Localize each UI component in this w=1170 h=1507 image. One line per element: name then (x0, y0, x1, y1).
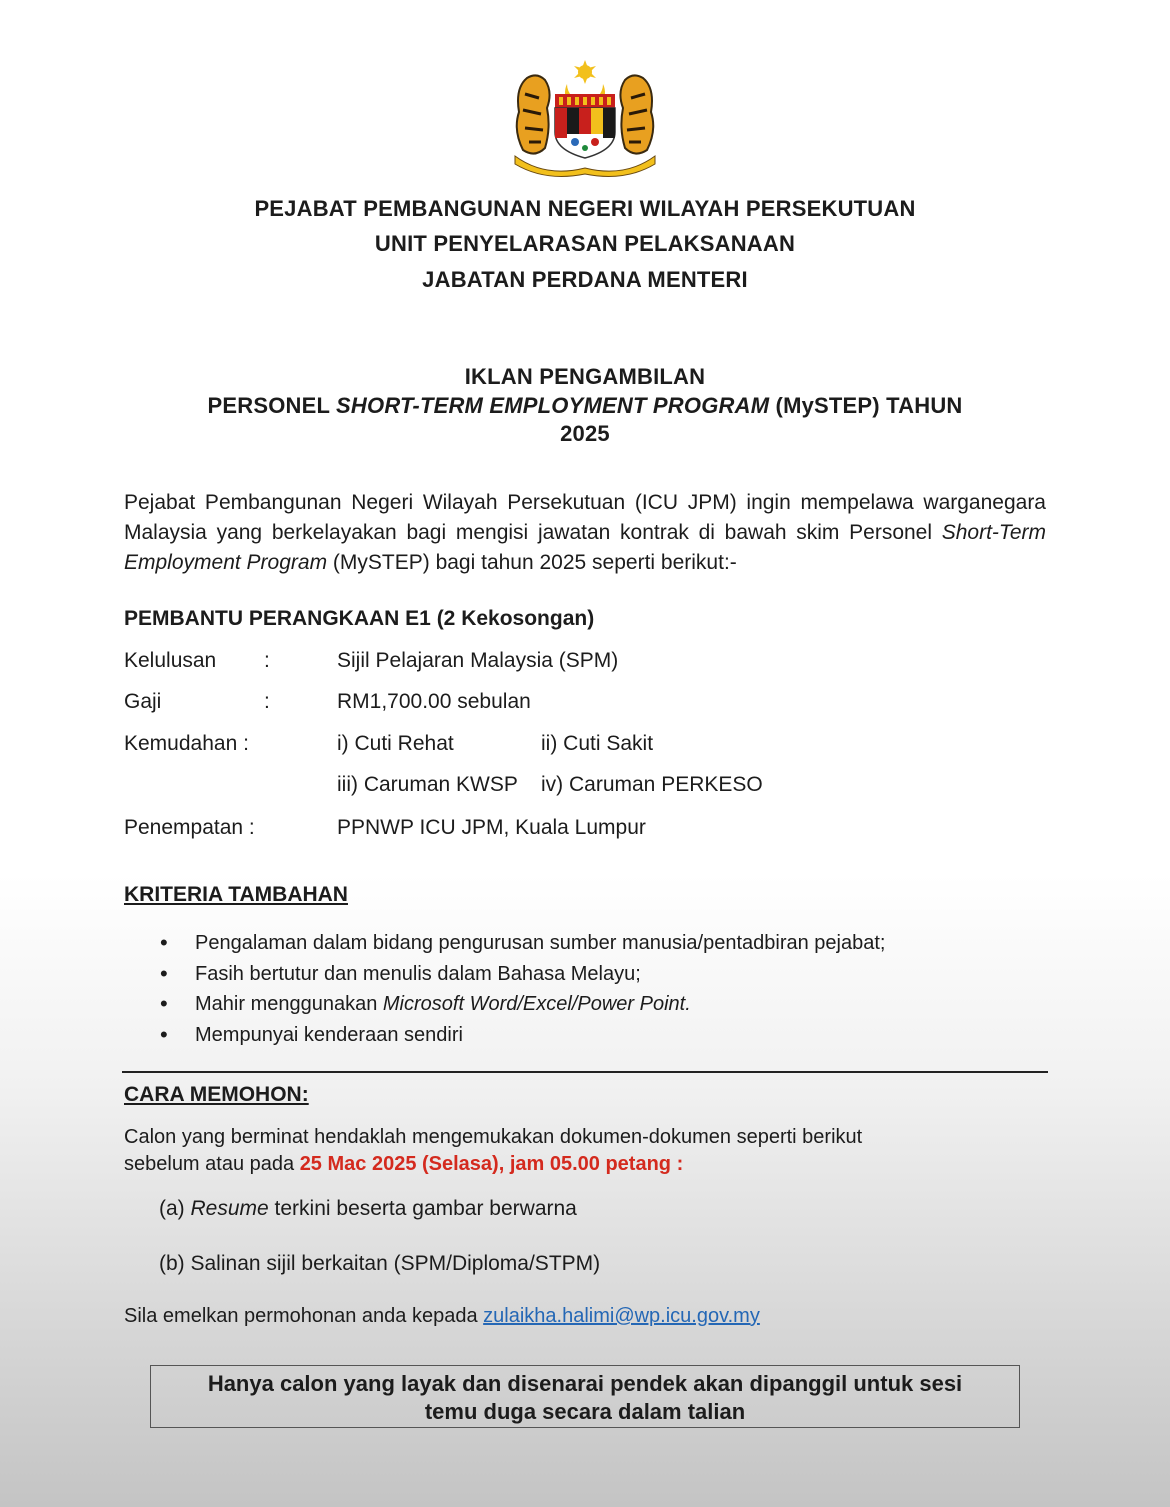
penempatan-value: PPNWP ICU JPM, Kuala Lumpur (337, 816, 646, 839)
kemudahan-item: iv) Caruman PERKESO (541, 773, 763, 796)
cara-line-1: Calon yang berminat hendaklah mengemukakan dokumen-dokumen seperti berikut (124, 1126, 863, 1148)
cara-line-2: sebelum atau pada 25 Mac 2025 (Selasa), jam 05.00 petang : (124, 1153, 684, 1175)
gaji-colon: : (264, 690, 270, 713)
header-line-2: UNIT PENYELARASAN PELAKSANAAN (374, 231, 796, 256)
kemudahan-item: iii) Caruman KWSP (337, 773, 518, 796)
kemudahan-item: i) Cuti Rehat (337, 732, 454, 755)
penempatan-label: Penempatan : (124, 816, 255, 839)
email-link[interactable]: zulaikha.halimi@wp.icu.gov.my (483, 1305, 760, 1327)
intro-paragraph: Pejabat Pembangunan Negeri Wilayah Persekutuan (ICU JPM) ingin mempelawa warganegara Malaysia yang berkelayakan bagi mengisi jawatan kontrak di bawah skim Personel Short-Term Employment Program (MySTEP) bagi tahun 2025 seperti berikut:- (124, 491, 1046, 574)
ad-title-line-1: IKLAN PENGAMBILAN (464, 364, 706, 389)
kemudahan-label: Kemudahan : (124, 732, 249, 755)
email-line: Sila emelkan permohonan anda kepada zulaikha.halimi@wp.icu.gov.my (124, 1305, 760, 1327)
deadline-text: 25 Mac 2025 (Selasa), jam 05.00 petang : (299, 1153, 684, 1175)
header-line-1: PEJABAT PEMBANGUNAN NEGERI WILAYAH PERSEKUTUAN (254, 196, 916, 221)
kelulusan-value: Sijil Pelajaran Malaysia (SPM) (337, 649, 619, 672)
document-item-b: (b) Salinan sijil berkaitan (SPM/Diploma/STPM) (159, 1252, 601, 1275)
kelulusan-colon: : (264, 649, 270, 672)
list-item: • Mahir menggunakan Microsoft Word/Excel/Power Point. (160, 989, 885, 1020)
section-divider (122, 1071, 1048, 1073)
document-item-a: (a) Resume terkini beserta gambar berwarna (159, 1197, 577, 1220)
cara-heading: CARA MEMOHON: (124, 1083, 309, 1106)
position-title: PEMBANTU PERANGKAAN E1 (2 Kekosongan) (124, 607, 595, 630)
kriteria-heading: KRITERIA TAMBAHAN (124, 883, 348, 906)
kelulusan-label: Kelulusan (124, 649, 217, 672)
gaji-label: Gaji (124, 690, 162, 713)
list-item: • Mempunyai kenderaan sendiri (160, 1020, 885, 1051)
notice-box (150, 1365, 1020, 1428)
list-item: • Pengalaman dalam bidang pengurusan sumber manusia/pentadbiran pejabat; (160, 928, 885, 959)
ad-title-line-3: 2025 (560, 421, 610, 446)
kemudahan-item: ii) Cuti Sakit (541, 732, 654, 755)
kriteria-list (160, 928, 885, 1050)
malaysia-coat-of-arms-icon (505, 58, 665, 180)
list-item: • Fasih bertutur dan menulis dalam Bahasa Melayu; (160, 959, 885, 990)
gaji-value: RM1,700.00 sebulan (337, 690, 531, 713)
notice-line-2: temu duga secara dalam talian (424, 1399, 746, 1424)
ad-title-line-2: PERSONEL SHORT-TERM EMPLOYMENT PROGRAM (MySTEP) TAHUN (207, 393, 963, 418)
notice-line-1: Hanya calon yang layak dan disenarai pendek akan dipanggil untuk sesi (207, 1371, 963, 1396)
header-line-3: JABATAN PERDANA MENTERI (422, 267, 748, 292)
